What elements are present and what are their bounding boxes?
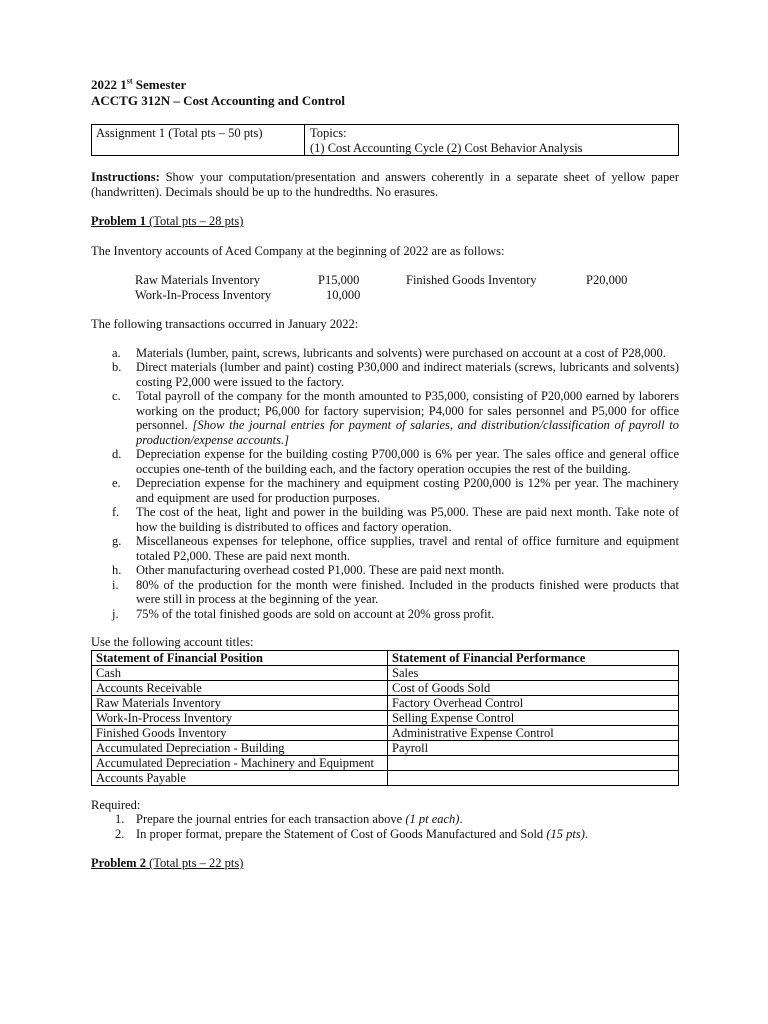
table-cell: Sales — [388, 665, 679, 680]
transaction-text: Depreciation expense for the machinery and equipment costing P200,000 is 12% per year. The machinery and equipment are used for production purposes. — [136, 476, 679, 505]
problem-2-points: (Total pts – 22 pts) — [145, 856, 244, 870]
transaction-note: [Show the journal entries for payment of salaries, and distribution/classification of payroll to production/expense accounts.] — [136, 418, 679, 447]
inventory-amount: P20,000 — [586, 273, 628, 287]
required-marker: 2. — [115, 826, 125, 841]
transaction-text: Other manufacturing overhead costed P1,000. These are paid next month. — [136, 563, 505, 577]
required-points: (15 pts) — [546, 826, 585, 841]
table-row — [92, 680, 679, 695]
transactions-list — [91, 346, 679, 622]
transaction-item — [91, 389, 679, 447]
table-cell: Cost of Goods Sold — [388, 680, 679, 695]
table-row — [92, 665, 679, 680]
table-header: Statement of Financial Position — [92, 650, 388, 665]
transaction-text: Materials (lumber, paint, screws, lubricants and solvents) were purchased on account at a cost of P28,000. — [136, 345, 666, 360]
problem-2-title: Problem 2 — [91, 856, 146, 870]
required-item — [91, 827, 679, 842]
required-list — [91, 812, 679, 841]
transaction-marker: e. — [112, 476, 121, 490]
problem-1-points: (Total pts – 28 pts) — [145, 214, 244, 228]
transaction-item — [91, 447, 679, 476]
accounts-intro: Use the following account titles: — [91, 635, 254, 649]
required-end: . — [459, 812, 463, 826]
table-cell — [388, 770, 679, 785]
problem-2-heading — [91, 856, 679, 871]
transaction-item — [91, 346, 679, 361]
table-cell: Cash — [92, 665, 388, 680]
transaction-text: 75% of the total finished goods are sold on account at 20% gross profit. — [136, 606, 495, 621]
inventory-amount: P15,000 — [318, 273, 360, 287]
table-row — [92, 740, 679, 755]
transaction-item — [91, 534, 679, 563]
course-title: ACCTG 312N – Cost Accounting and Control — [91, 93, 346, 108]
instructions — [91, 170, 679, 199]
transaction-marker: a. — [112, 345, 121, 360]
table-cell: Accumulated Depreciation - Machinery and Equipment — [92, 755, 388, 770]
table-row — [92, 755, 679, 770]
required-label: Required: — [91, 797, 141, 812]
inventory-amount: 10,000 — [326, 288, 361, 302]
transaction-marker: h. — [112, 563, 122, 577]
required-end: . — [584, 826, 588, 841]
assignment-label: Assignment 1 (Total pts – 50 pts) — [92, 125, 305, 155]
required-marker: 1. — [115, 812, 125, 826]
transaction-marker: d. — [112, 447, 122, 461]
table-header: Statement of Financial Performance — [388, 650, 679, 665]
table-row — [92, 710, 679, 725]
inventory-name: Raw Materials Inventory — [135, 273, 260, 287]
transaction-marker: f. — [112, 505, 120, 519]
table-cell: Factory Overhead Control — [388, 695, 679, 710]
problem-1-heading — [91, 214, 679, 229]
topics-label: Topics: — [310, 126, 347, 140]
transaction-text: 80% of the production for the month were finished. Included in the products finished were products that were still in process at the beginning of the year. — [136, 577, 679, 606]
semester-label: Semester — [132, 77, 187, 92]
table-cell: Raw Materials Inventory — [92, 695, 388, 710]
table-cell: Selling Expense Control — [388, 710, 679, 725]
instructions-text: Show your computation/presentation and answers coherently in a separate sheet of yellow paper (handwritten). Decimals should be up to the hundredths. No erasures. — [91, 170, 679, 199]
table-cell: Accumulated Depreciation - Building — [92, 740, 388, 755]
transaction-marker: i. — [112, 577, 119, 592]
table-cell: Payroll — [388, 740, 679, 755]
topics-list: (1) Cost Accounting Cycle (2) Cost Behavior Analysis — [310, 140, 583, 155]
required-item — [91, 812, 679, 827]
table-cell — [388, 755, 679, 770]
problem-1-title: Problem 1 — [91, 214, 146, 228]
transaction-item — [91, 360, 679, 389]
table-cell: Accounts Payable — [92, 770, 388, 785]
transaction-text: Depreciation expense for the building costing P700,000 is 6% per year. The sales office and general office occupies one-tenth of the building each, and the factory operation occupies the rest of the building. — [136, 447, 679, 476]
transaction-marker: g. — [112, 534, 122, 548]
transaction-text: Miscellaneous expenses for telephone, office supplies, travel and rental of office furniture and equipment totaled P2,000. These are paid next month. — [136, 534, 679, 563]
instructions-label: Instructions: — [91, 170, 160, 184]
transaction-marker: b. — [112, 360, 122, 374]
table-cell: Work-In-Process Inventory — [92, 710, 388, 725]
transactions-intro: The following transactions occurred in January 2022: — [91, 317, 359, 331]
transaction-item — [91, 563, 679, 578]
transaction-marker: j. — [112, 606, 119, 621]
inventory-name: Work-In-Process Inventory — [135, 288, 272, 302]
semester-heading — [91, 77, 679, 93]
table-cell: Accounts Receivable — [92, 680, 388, 695]
problem-1-intro: The Inventory accounts of Aced Company at the beginning of 2022 are as follows: — [91, 243, 505, 258]
table-cell: Administrative Expense Control — [388, 725, 679, 740]
inventory-name: Finished Goods Inventory — [406, 273, 537, 287]
transaction-text: Direct materials (lumber and paint) costing P30,000 and indirect materials (screws, lubricants and solvents) costing P2,000 were issued to the factory. — [136, 360, 679, 389]
required-text: Prepare the journal entries for each transaction above — [136, 812, 406, 826]
transaction-item — [91, 476, 679, 505]
table-cell: Finished Goods Inventory — [92, 725, 388, 740]
account-titles-table — [91, 650, 679, 786]
transaction-item — [91, 607, 679, 622]
inventory-balances — [135, 273, 679, 302]
table-row — [92, 695, 679, 710]
assignment-box — [91, 124, 679, 156]
transaction-item — [91, 578, 679, 607]
assignment-topics — [305, 125, 678, 155]
semester-year: 2022 1 — [91, 77, 127, 92]
table-row — [92, 725, 679, 740]
semester-ordinal: st — [126, 76, 133, 86]
required-points: (1 pt each) — [405, 812, 460, 826]
table-row — [92, 770, 679, 785]
transaction-text: Total payroll of the company for the month amounted to P35,000, consisting of P20,000 earned by laborers working on the product; P6,000 for factory supervision; P4,000 for sales personnel and P5,000 for office personnel. — [136, 389, 679, 432]
required-text: In proper format, prepare the Statement of Cost of Goods Manufactured and Sold — [136, 826, 547, 841]
transaction-marker: c. — [112, 389, 121, 403]
document-content — [91, 77, 679, 871]
transaction-item — [91, 505, 679, 534]
transaction-text: The cost of the heat, light and power in the building was P5,000. These are paid next month. Take note of how the building is distributed to offices and factory operation. — [136, 505, 679, 534]
table-header-row — [92, 650, 679, 665]
